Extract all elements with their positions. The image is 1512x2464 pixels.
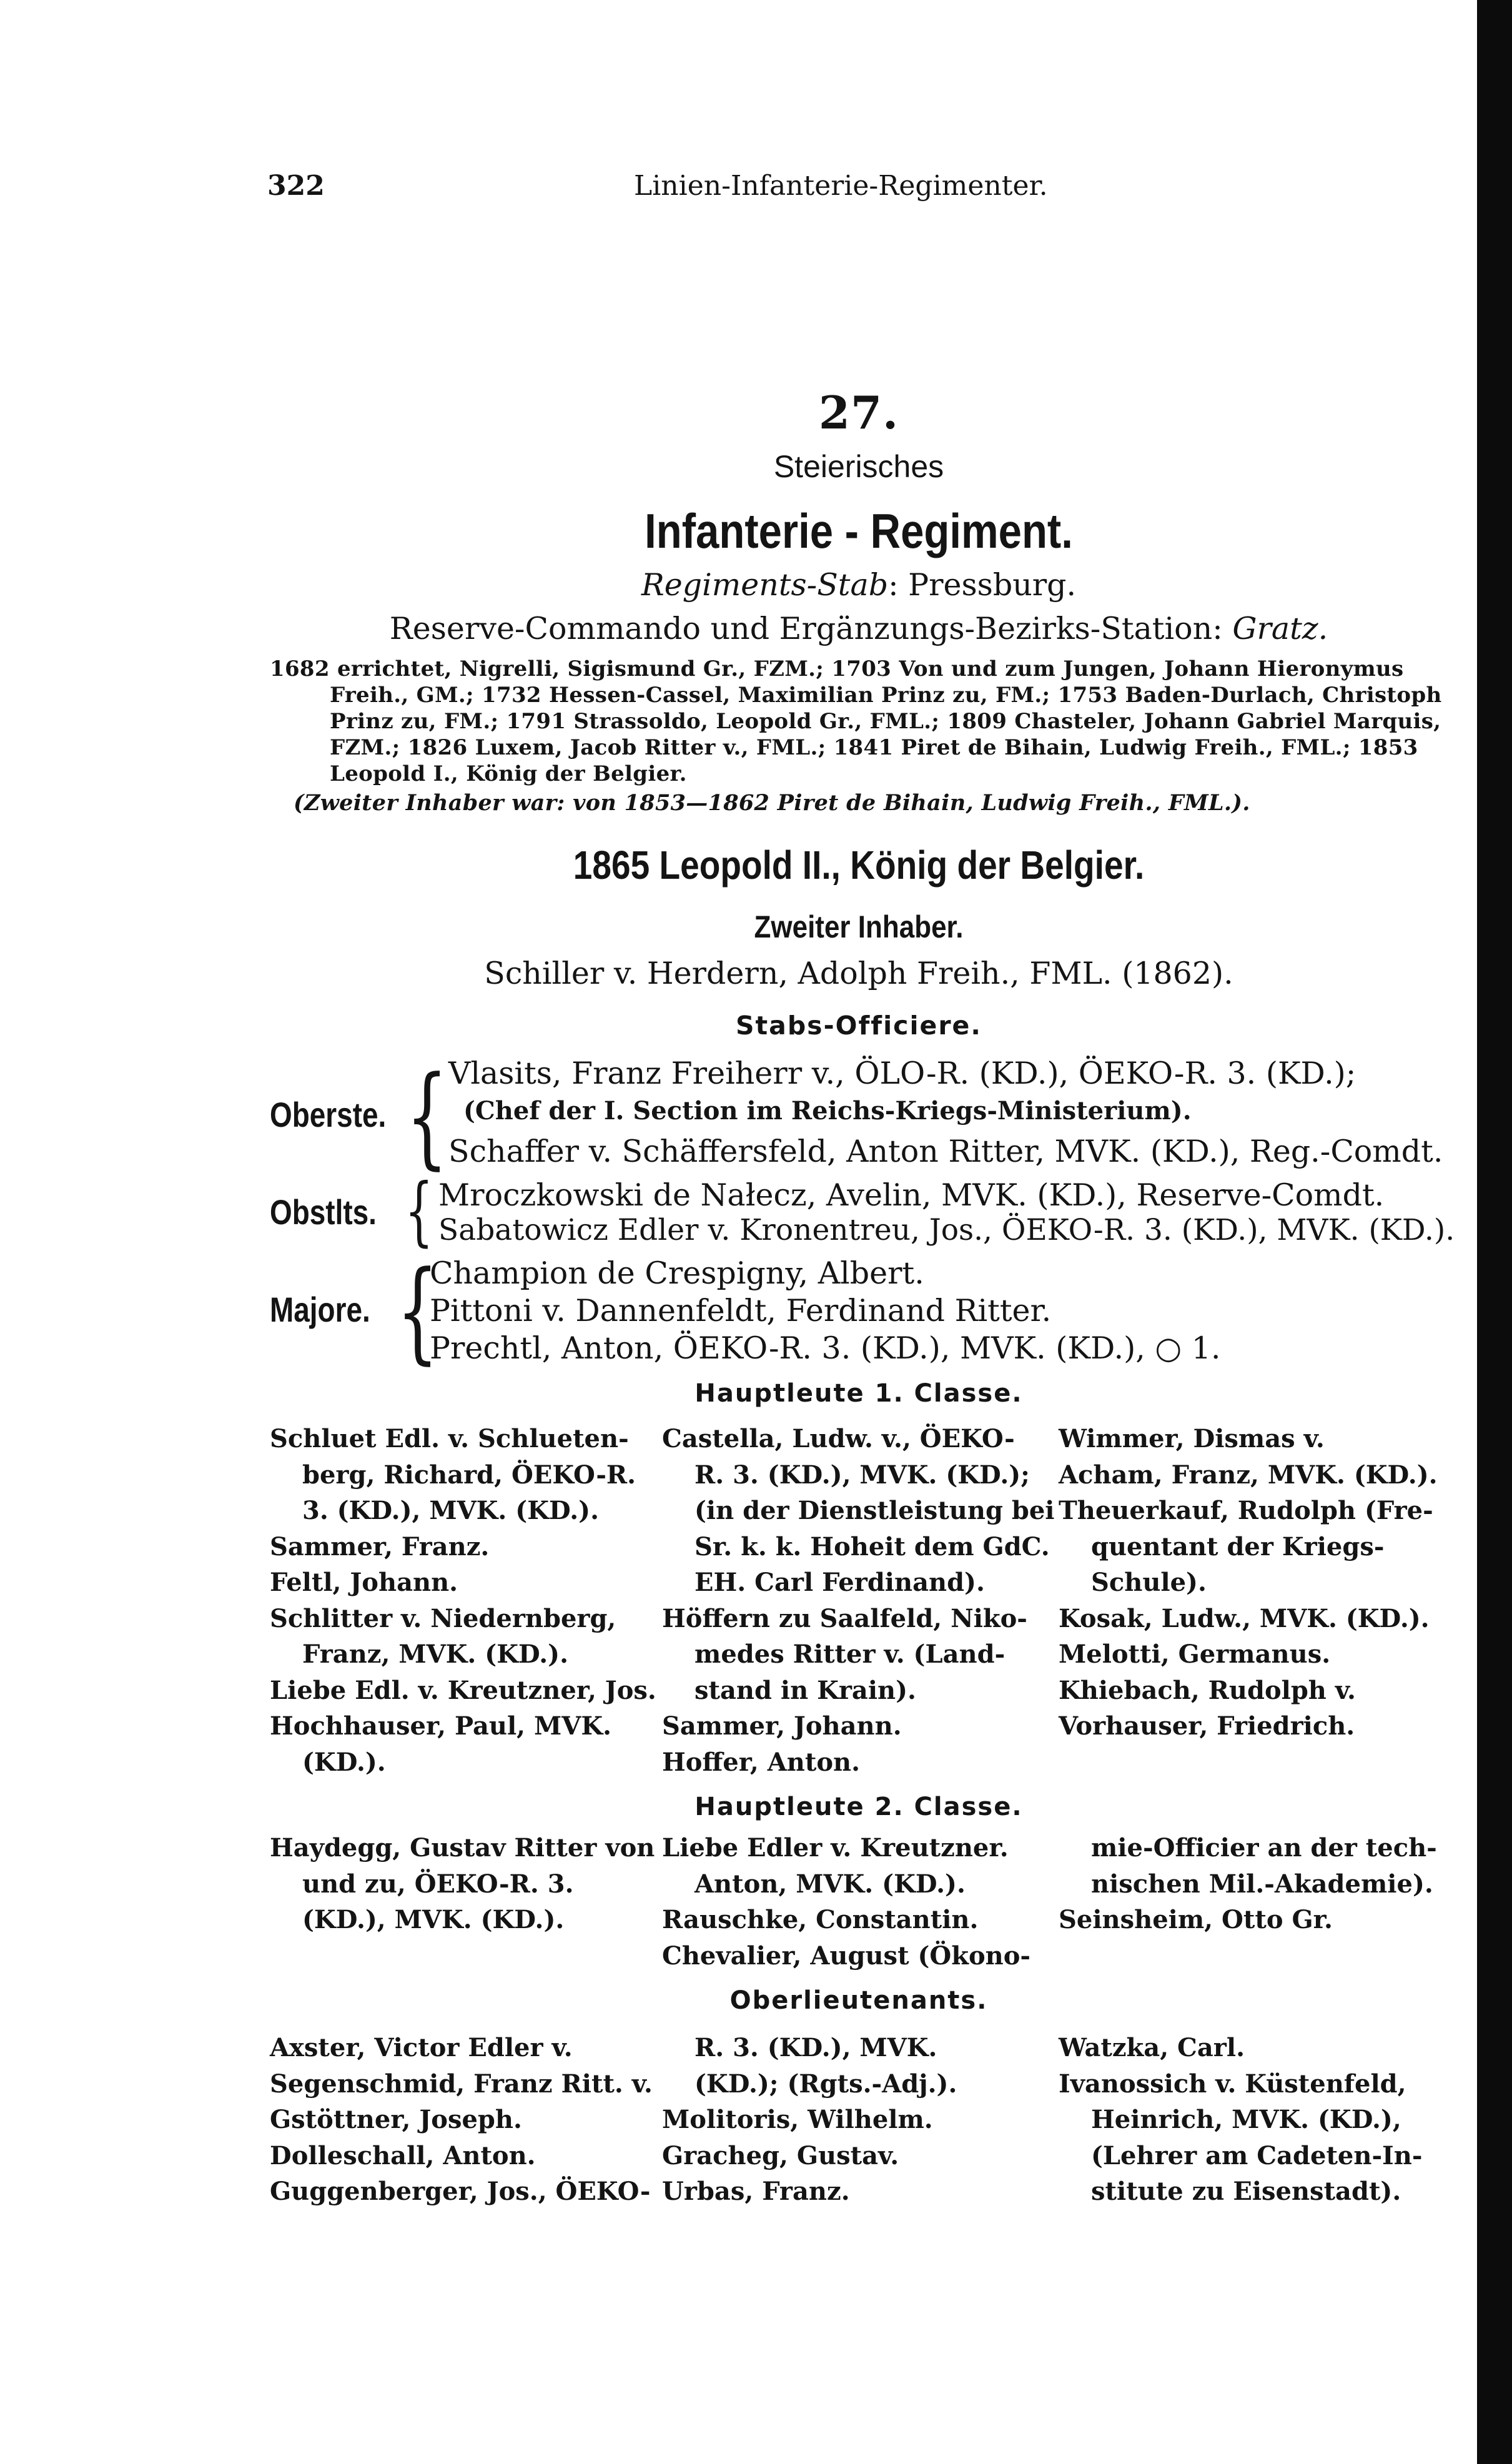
history-note: (Zweiter Inhaber war: von 1853—1862 Piret de Bihain, Ludwig Freih., FML.). [294, 790, 1250, 816]
captains-1-col-1 [270, 1421, 656, 1780]
list-item: Dolleschall, Anton. [270, 2140, 536, 2170]
list-item: Franz, MVK. (KD.). [302, 1640, 568, 1669]
staff-officers-heading: Stabs-Officiere. [736, 1011, 982, 1041]
list-item: EH. Carl Ferdinand). [694, 1568, 985, 1597]
owner-line: 1865 Leopold II., König der Belgier. [573, 843, 1145, 888]
list-item: Chevalier, August (Ökono- [662, 1941, 1030, 1971]
captains-2-heading: Hauptleute 2. Classe. [694, 1793, 1023, 1821]
list-item: Hoffer, Anton. [662, 1747, 861, 1777]
history-block [270, 656, 1441, 787]
list-item: Liebe Edler v. Kreutzner. [662, 1833, 1009, 1863]
captains-1-col-2 [662, 1421, 1055, 1780]
list-item: Axster, Victor Edler v. [270, 2033, 573, 2062]
list-item: Wimmer, Dismas v. [1059, 1424, 1325, 1453]
captains-1-col-3 [1059, 1421, 1446, 1744]
lieutenants-col-3 [1059, 2030, 1446, 2210]
history-line: Leopold I., König der Belgier. [330, 761, 687, 786]
officer-entry: Champion de Crespigny, Albert. [430, 1255, 924, 1291]
list-item: Khiebach, Rudolph v. [1059, 1675, 1356, 1705]
captains-2-col-3 [1059, 1830, 1446, 1938]
list-item: Rauschke, Constantin. [662, 1905, 979, 1934]
brace: { [405, 1168, 433, 1255]
second-owner-heading: Zweiter Inhaber. [754, 909, 964, 944]
staff-location: : Pressburg. [888, 567, 1077, 603]
list-item: Höffern zu Saalfeld, Niko- [662, 1603, 1027, 1633]
list-item: medes Ritter v. (Land- [694, 1640, 1006, 1669]
reserve-label: Reserve-Commando und Ergänzungs-Bezirks-Station: [389, 611, 1223, 646]
officer-entry: Sabatowicz Edler v. Kronentreu, Jos., ÖEKO-R. 3. (KD.), MVK. (KD.). [438, 1213, 1455, 1247]
regiment-number: 27. [818, 386, 899, 439]
officer-entry: Pittoni v. Dannenfeldt, Ferdinand Ritter. [430, 1293, 1052, 1328]
list-item: quentant der Kriegs- [1091, 1531, 1385, 1561]
list-item: Kosak, Ludw., MVK. (KD.). [1059, 1603, 1430, 1633]
list-item: stitute zu Eisenstadt). [1091, 2177, 1401, 2206]
list-item: R. 3. (KD.), MVK. (KD.); [694, 1460, 1030, 1490]
reserve-location: Gratz. [1232, 611, 1328, 646]
brace: { [397, 1247, 439, 1375]
list-item: Gracheg, Gustav. [662, 2140, 899, 2170]
list-item: und zu, ÖEKO-R. 3. [302, 1869, 574, 1899]
captains-2-col-1 [270, 1830, 655, 1938]
history-line: Prinz zu, FM.; 1791 Strassoldo, Leopold Gr., FML.; 1809 Chasteler, Johann Gabriel Marquis, [330, 709, 1441, 734]
running-head: Linien-Infanterie-Regimenter. [634, 170, 1048, 202]
list-item: Sr. k. k. Hoheit dem GdC. [694, 1531, 1050, 1561]
history-line: Freih., GM.; 1732 Hessen-Cassel, Maximilian Prinz zu, FM.; 1753 Baden-Durlach, Christoph [330, 683, 1442, 708]
list-item: R. 3. (KD.), MVK. [694, 2033, 937, 2062]
list-item: (in der Dienstleistung bei [694, 1496, 1055, 1525]
list-item: Acham, Franz, MVK. (KD.). [1059, 1460, 1438, 1490]
list-item: Urbas, Franz. [662, 2177, 850, 2206]
list-item: Heinrich, MVK. (KD.), [1091, 2105, 1401, 2134]
list-item: Vorhauser, Friedrich. [1059, 1711, 1355, 1741]
scan-edge [1477, 0, 1512, 2464]
list-item: Schluet Edl. v. Schlueten- [270, 1424, 629, 1453]
officer-entry: (Chef der I. Section im Reichs-Kriegs-Ministerium). [463, 1096, 1192, 1126]
list-item: Gstöttner, Joseph. [270, 2105, 522, 2134]
officer-entry: Prechtl, Anton, ÖEKO-R. 3. (KD.), MVK. (KD.), ○ 1. [430, 1330, 1221, 1366]
regiment-staff [250, 567, 1468, 603]
rank-majore: Majore. [270, 1290, 370, 1329]
rank-obstlts: Obstlts. [270, 1192, 377, 1232]
list-item: (Lehrer am Cadeten-In- [1091, 2140, 1423, 2170]
list-item: Seinsheim, Otto Gr. [1059, 1905, 1333, 1934]
list-item: mie-Officier an der tech- [1091, 1833, 1437, 1863]
list-item: (KD.), MVK. (KD.). [302, 1905, 565, 1934]
lieutenants-heading: Oberlieutenants. [729, 1986, 988, 2015]
page-number: 322 [267, 170, 325, 202]
captains-1-heading: Hauptleute 1. Classe. [694, 1379, 1023, 1408]
list-item: Segenschmid, Franz Ritt. v. [270, 2069, 653, 2099]
officer-entry: Vlasits, Franz Freiherr v., ÖLO-R. (KD.), ÖEKO-R. 3. (KD.); [448, 1056, 1356, 1091]
staff-label: Regiments-Stab [641, 567, 889, 603]
reserve-station [250, 611, 1468, 646]
regiment-region: Steierisches [773, 449, 944, 484]
list-item: Feltl, Johann. [270, 1568, 458, 1597]
brace: { [406, 1052, 448, 1180]
list-item: Castella, Ludw. v., ÖEKO- [662, 1424, 1015, 1453]
regiment-title: Infanterie - Regiment. [645, 503, 1073, 558]
list-item: Melotti, Germanus. [1059, 1640, 1331, 1669]
rank-oberste: Oberste. [270, 1095, 387, 1134]
list-item: berg, Richard, ÖEKO-R. [302, 1460, 636, 1490]
list-item: Haydegg, Gustav Ritter von [270, 1833, 655, 1863]
list-item: Ivanossich v. Küstenfeld, [1059, 2069, 1406, 2099]
list-item: Schule). [1091, 1568, 1207, 1597]
list-item: nischen Mil.-Akademie). [1091, 1869, 1433, 1899]
list-item: Theuerkauf, Rudolph (Fre- [1059, 1496, 1433, 1525]
list-item: 3. (KD.), MVK. (KD.). [302, 1496, 599, 1525]
list-item: Molitoris, Wilhelm. [662, 2105, 933, 2134]
list-item: (KD.); (Rgts.-Adj.). [694, 2069, 957, 2099]
list-item: Liebe Edl. v. Kreutzner, Jos. [270, 1675, 656, 1705]
lieutenants-col-2 [662, 2030, 1024, 2210]
list-item: Watzka, Carl. [1059, 2033, 1245, 2062]
list-item: (KD.). [302, 1747, 386, 1777]
list-item: Guggenberger, Jos., ÖEKO- [270, 2177, 651, 2206]
second-owner-name: Schiller v. Herdern, Adolph Freih., FML. (1862). [484, 956, 1233, 991]
history-line: 1682 errichtet, Nigrelli, Sigismund Gr., FZM.; 1703 Von und zum Jungen, Johann Hieronymus [270, 656, 1404, 681]
lieutenants-col-1 [270, 2030, 653, 2210]
captains-2-col-2 [662, 1830, 1030, 1974]
officer-entry: Mroczkowski de Nałecz, Avelin, MVK. (KD.), Reserve-Comdt. [438, 1177, 1385, 1213]
list-item: Hochhauser, Paul, MVK. [270, 1711, 612, 1741]
list-item: Sammer, Franz. [270, 1531, 490, 1561]
list-item: stand in Krain). [694, 1675, 916, 1705]
officer-entry: Schaffer v. Schäffersfeld, Anton Ritter, MVK. (KD.), Reg.-Comdt. [448, 1134, 1443, 1169]
list-item: Anton, MVK. (KD.). [694, 1869, 966, 1899]
history-line: FZM.; 1826 Luxem, Jacob Ritter v., FML.; 1841 Piret de Bihain, Ludwig Freih., FML.; 1853 [330, 735, 1418, 760]
list-item: Sammer, Johann. [662, 1711, 902, 1741]
list-item: Schlitter v. Niedernberg, [270, 1603, 616, 1633]
